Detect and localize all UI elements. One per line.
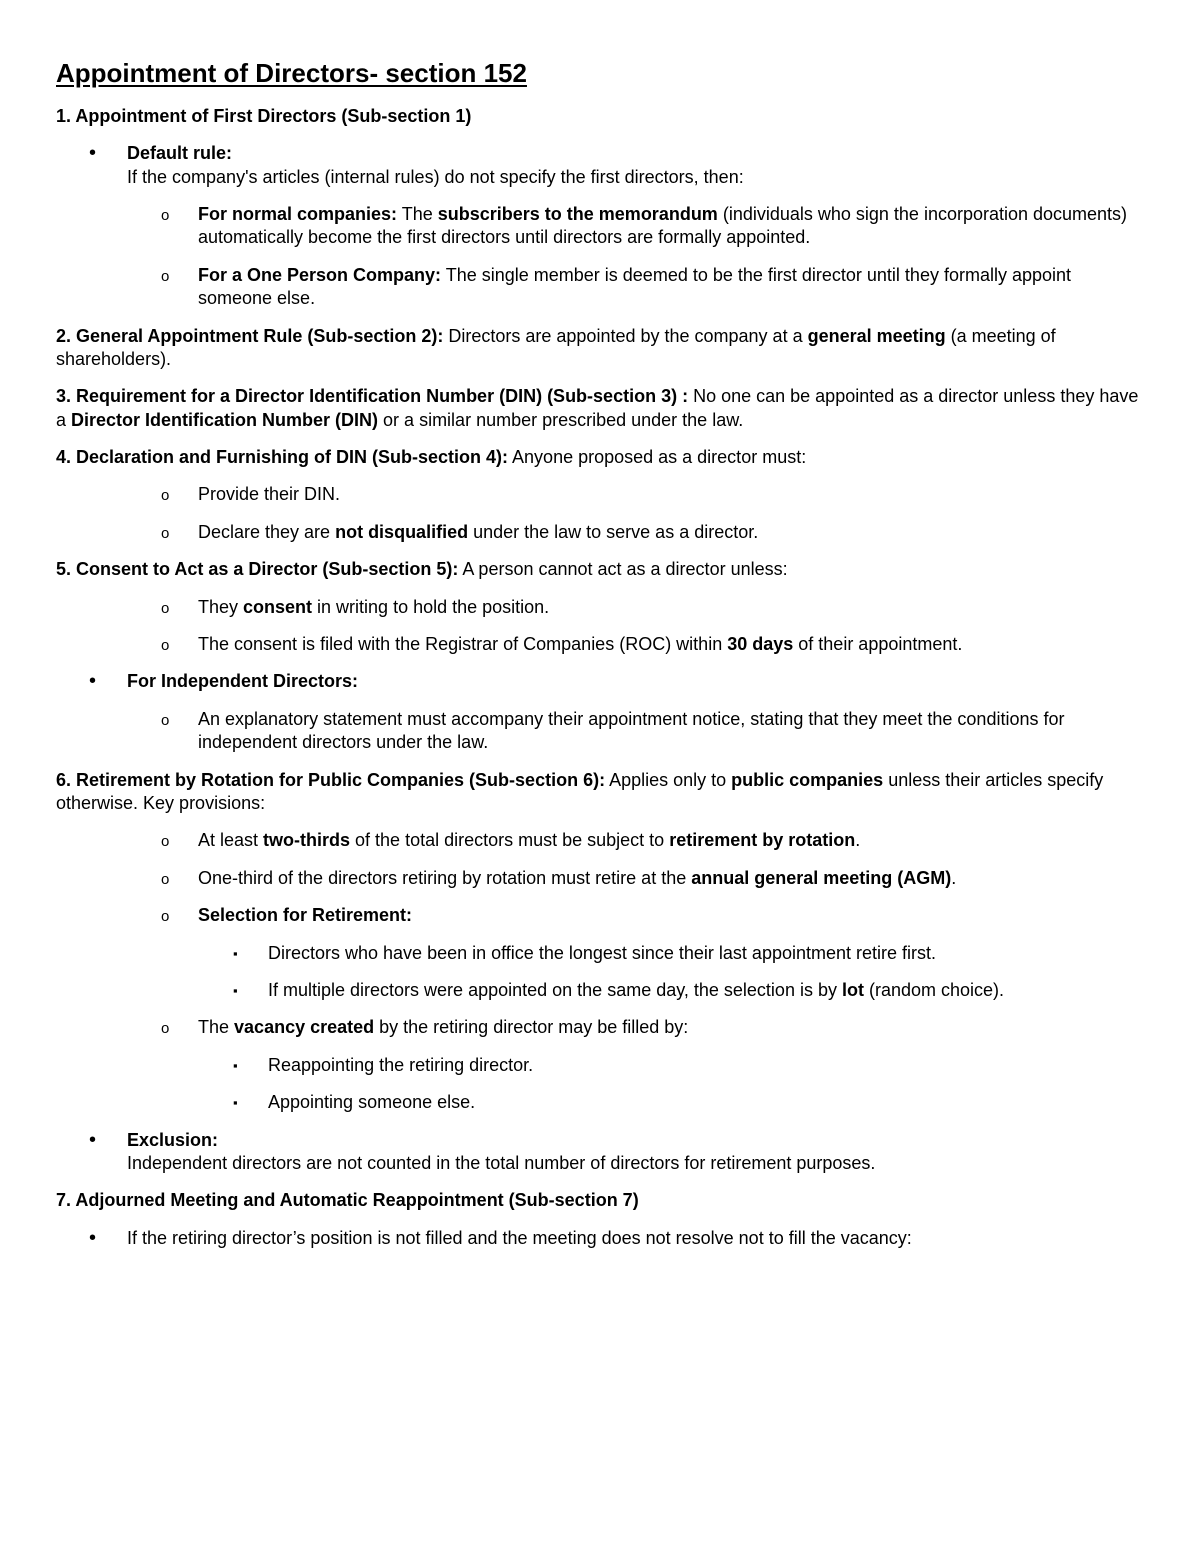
default-rule-label: Default rule: xyxy=(127,143,233,164)
list-item-text: One-third of the directors retiring by rotation must retire at the annual general meeting (AGM). xyxy=(198,867,957,888)
list-item-text: If multiple directors were appointed on the same day, the selection is by lot (random choice). xyxy=(268,979,1005,1000)
section-1-heading: 1. Appointment of First Directors (Sub-section 1) xyxy=(56,105,472,126)
square-marker: ▪ xyxy=(233,982,238,998)
circle-marker: o xyxy=(161,267,170,285)
list-item xyxy=(56,1129,1146,1176)
list-item-text: Provide their DIN. xyxy=(198,484,341,505)
list-item xyxy=(56,1016,1146,1039)
circle-marker: o xyxy=(161,599,170,617)
list-item xyxy=(56,521,1146,544)
section-3 xyxy=(56,385,1146,432)
list-item xyxy=(56,203,1146,250)
list-item-text: The consent is filed with the Registrar of Companies (ROC) within 30 days of their appointment. xyxy=(198,634,963,655)
section-2 xyxy=(56,325,1146,372)
circle-marker: o xyxy=(161,524,170,542)
normal-companies-text: For normal companies: The subscribers to the memorandum (individuals who sign the incorporation documents) automatically become the first directors until directors are formally appointed. xyxy=(198,203,1128,248)
section-5 xyxy=(56,558,1146,754)
list-item-text: At least two-thirds of the total directors must be subject to retirement by rotation. xyxy=(198,830,861,851)
list-item-text: Declare they are not disqualified under the law to serve as a director. xyxy=(198,521,759,542)
section-7-heading: 7. Adjourned Meeting and Automatic Reappointment (Sub-section 7) xyxy=(56,1190,639,1211)
default-rule-text: If the company's articles (internal rules) do not specify the first directors, then: xyxy=(127,166,744,187)
list-item-text: Directors who have been in office the longest since their last appointment retire first. xyxy=(268,942,937,963)
exclusion-text: Independent directors are not counted in the total number of directors for retirement purposes. xyxy=(127,1152,876,1173)
square-marker: ▪ xyxy=(233,1095,238,1111)
square-marker: ▪ xyxy=(233,1057,238,1073)
document-body xyxy=(56,57,1146,1250)
circle-marker: o xyxy=(161,637,170,655)
list-item xyxy=(56,483,1146,506)
list-item xyxy=(56,596,1146,619)
list-item xyxy=(56,1091,1146,1114)
opc-text: For a One Person Company: The single member is deemed to be the first director until they formally appoint someone else. xyxy=(198,264,1072,309)
circle-marker: o xyxy=(161,908,170,926)
independent-directors-label: For Independent Directors: xyxy=(127,671,359,692)
list-item xyxy=(56,1054,1146,1077)
section-2-text: 2. General Appointment Rule (Sub-section 2): Directors are appointed by the company at a general meeting (a meeting of shareholders). xyxy=(56,325,1056,369)
list-item xyxy=(56,867,1146,890)
list-item-text: An explanatory statement must accompany their appointment notice, stating that they meet the conditions for independent directors under the law. xyxy=(198,708,1065,753)
list-item xyxy=(56,142,1146,189)
section-4 xyxy=(56,446,1146,544)
list-item-text: Reappointing the retiring director. xyxy=(268,1054,534,1075)
list-item-text: They consent in writing to hold the position. xyxy=(198,596,550,617)
section-1 xyxy=(56,105,1146,311)
section-6 xyxy=(56,769,1146,1176)
circle-marker: o xyxy=(161,711,170,729)
list-item xyxy=(56,904,1146,927)
list-item-text: Appointing someone else. xyxy=(268,1092,476,1113)
list-item-text: If the retiring director’s position is not filled and the meeting does not resolve not to fill the vacancy: xyxy=(127,1227,912,1248)
section-6-text: 6. Retirement by Rotation for Public Companies (Sub-section 6): Applies only to public companies unless their articles specify otherwise. Key provisions: xyxy=(56,769,1104,813)
square-marker: ▪ xyxy=(233,945,238,961)
bullet-marker: • xyxy=(89,1128,97,1151)
circle-marker: o xyxy=(161,833,170,851)
list-item xyxy=(56,633,1146,656)
list-item xyxy=(56,942,1146,965)
section-7 xyxy=(56,1189,1146,1250)
list-item xyxy=(56,829,1146,852)
exclusion-label: Exclusion: xyxy=(127,1129,219,1150)
list-item xyxy=(56,708,1146,755)
circle-marker: o xyxy=(161,1020,170,1038)
page-title: Appointment of Directors- section 152 xyxy=(56,58,527,88)
list-item-text: The vacancy created by the retiring director may be filled by: xyxy=(198,1017,689,1038)
section-3-text: 3. Requirement for a Director Identification Number (DIN) (Sub-section 3) : No one can be appointed as a director unless they have a Director Identification Number (DIN) or a similar number prescribed under the law. xyxy=(56,386,1139,430)
section-4-text: 4. Declaration and Furnishing of DIN (Sub-section 4): Anyone proposed as a director must: xyxy=(56,447,807,468)
list-item xyxy=(56,1227,1146,1250)
list-item xyxy=(56,264,1146,311)
circle-marker: o xyxy=(161,487,170,505)
bullet-marker: • xyxy=(89,670,97,693)
circle-marker: o xyxy=(161,870,170,888)
bullet-marker: • xyxy=(89,1226,97,1249)
selection-label: Selection for Retirement: xyxy=(198,905,413,926)
section-5-text: 5. Consent to Act as a Director (Sub-section 5): A person cannot act as a director unless: xyxy=(56,559,788,580)
list-item xyxy=(56,979,1146,1002)
circle-marker: o xyxy=(161,206,170,224)
list-item xyxy=(56,670,1146,693)
bullet-marker: • xyxy=(89,142,97,165)
